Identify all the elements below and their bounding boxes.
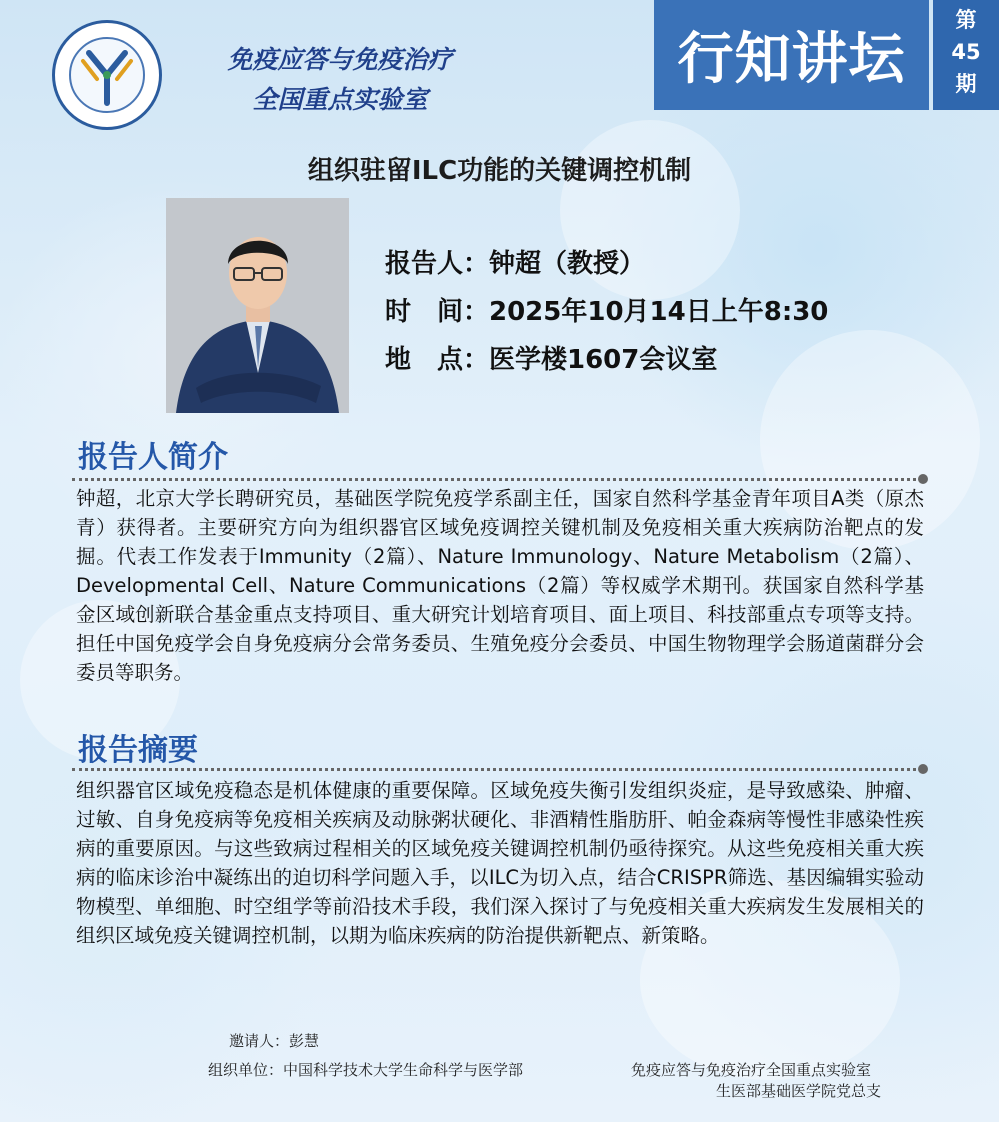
issue-line1: 第: [955, 8, 977, 32]
organizer: 组织单位：中国科学技术大学生命科学与医学部: [208, 1061, 524, 1079]
abstract-text: 组织器官区域免疫稳态是机体健康的重要保障。区域免疫失衡引发组织炎症，是导致感染、肿瘤、过敏、自身免疫病等免疫相关疾病及动脉粥状硬化、非酒精性脂肪肝、帕金森病等慢性非感染性疾病的重要原因。与这些致病过程相关的区域免疫关键调控机制仍亟待探究。从这些免疫相关重大疾病的临床诊治中凝练出的迫切科学问题入手，以ILC为切入点，结合CRISPR筛选、基因编辑实验动物模型、单细胞、时空组学等前沿技术手段，我们深入探讨了与免疫相关重大疾病发生发展相关的组织区域免疫关键调控机制，以期为临床疾病的防治提供新靶点、新策略。: [76, 779, 924, 947]
co-organizer-2: 生医部基础医学院党总支: [716, 1082, 882, 1100]
speaker-line: 报告人：钟超（教授）: [385, 249, 646, 279]
speaker-photo: [166, 198, 349, 413]
lab-name-line2: 全国重点实验室: [252, 85, 428, 114]
bio-heading: 报告人简介: [78, 440, 228, 475]
abstract-heading: 报告摘要: [78, 733, 198, 768]
lab-logo: [52, 20, 162, 130]
bio-text: 钟超，北京大学长聘研究员，基础医学院免疫学系副主任，国家自然科学基金青年项目A类（原杰青）获得者。主要研究方向为组织器官区域免疫调控关键机制及免疫相关重大疾病防治靶点的发掘。代表工作发表于Immunity（2篇）、Nature Immunology、Nature Metabolism（2篇）、Developmental Cell、Nature Communications（2篇）等权威学术期刊。获国家自然科学基金区域创新联合基金重点支持项目、重大研究计划培育项目、面上项目、科技部重点专项等支持。担任中国免疫学会自身免疫病分会常务委员、生殖免疫分会委员、中国生物物理学会肠道菌群分会委员等职务。: [76, 487, 924, 684]
issue-number: 45: [951, 40, 981, 64]
lecture-series-banner: [654, 0, 929, 110]
issue-line3: 期: [955, 72, 977, 96]
talk-title: 组织驻留ILC功能的关键调控机制: [307, 156, 692, 186]
divider-dot: [918, 474, 928, 484]
divider-dot: [918, 764, 928, 774]
antibody-icon: [71, 39, 143, 111]
divider: [72, 768, 922, 771]
time-line: 时 间：2025年10月14日上午8:30: [385, 297, 829, 327]
divider: [72, 478, 922, 481]
place-line: 地 点：医学楼1607会议室: [385, 345, 718, 375]
co-organizer-1: 免疫应答与免疫治疗全国重点实验室: [631, 1061, 872, 1079]
inviter: 邀请人：彭慧: [229, 1032, 320, 1050]
lab-name-line1: 免疫应答与免疫治疗: [227, 45, 453, 74]
speaker-portrait-icon: [166, 198, 349, 413]
lab-name: [180, 40, 500, 120]
issue-badge: [933, 0, 999, 110]
banner-text: 行知讲坛: [677, 27, 906, 92]
